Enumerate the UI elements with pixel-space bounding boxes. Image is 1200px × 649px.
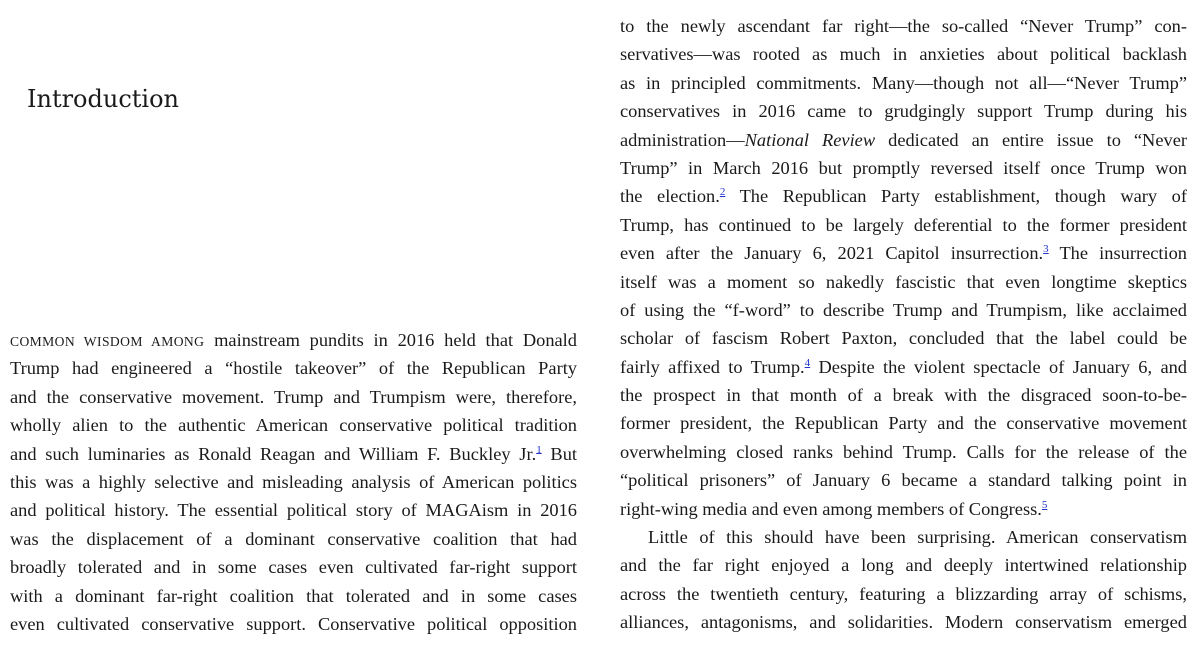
footnote-link-3[interactable]: 3 xyxy=(1043,243,1049,255)
text-line: even cultivated conservative support. Conservative political opposition xyxy=(10,613,577,634)
text-line xyxy=(620,495,1187,523)
text-line: wholly alien to the authentic American conservative political tradition xyxy=(10,415,577,436)
text-line: broadly tolerated and in some cases even cultivated far-right support xyxy=(10,557,577,578)
text-line: Trump” in March 2016 but promptly reversed itself once Trump won xyxy=(620,157,1187,178)
text-line: former president, the Republican Party and the conservative movement xyxy=(620,413,1187,434)
text-line-content: The Republican Party establishment, though wary of xyxy=(725,186,1187,207)
text-line: itself was a moment so nakedly fascistic that even longtime skeptics xyxy=(620,271,1187,292)
left-body-text xyxy=(10,326,577,638)
text-line xyxy=(620,182,1187,210)
footnote-link-4[interactable]: 4 xyxy=(804,356,811,369)
text-line: of using the “f-word” to describe Trump and Trumpism, like acclaimed xyxy=(620,299,1187,320)
text-line: servatives—was rooted as much in anxieties about political backlash xyxy=(620,44,1187,65)
text-line: this was a highly selective and misleading analysis of American politics xyxy=(10,471,577,492)
text-line-content: But xyxy=(541,443,578,464)
footnote-link-2[interactable]: 2 xyxy=(719,186,726,199)
text-line: scholar of fascism Robert Paxton, concluded that the label could be xyxy=(620,328,1187,349)
text-line-content: even after the January 6, 2021 Capitol insurrection. xyxy=(620,243,1044,264)
publication-title: National Review xyxy=(744,129,876,150)
chapter-title: Introduction xyxy=(27,85,179,113)
text-line-content: dedicated an entire issue to “Never xyxy=(875,129,1187,150)
text-line: overwhelming closed ranks behind Trump. Calls for the release of the xyxy=(620,441,1187,462)
text-line xyxy=(10,326,577,354)
opening-smallcaps: COMMON WISDOM AMONG xyxy=(10,334,205,349)
text-line: alliances, antagonisms, and solidarities. Modern conservatism emerged xyxy=(620,612,1187,633)
text-line: across the twentieth century, featuring a blizzarding array of schisms, xyxy=(620,583,1187,604)
text-line: the prospect in that month of a break with the disgraced soon-to-be- xyxy=(620,385,1187,406)
text-line-content: right-wing media and even among members of Congress. xyxy=(620,498,1042,519)
text-line xyxy=(620,126,1187,154)
paragraph-start-line: Little of this should have been surprising. American conservatism xyxy=(648,527,1187,548)
footnote-link-1[interactable]: 1 xyxy=(536,443,542,456)
text-line-content: Despite the violent spectacle of January 6, and xyxy=(810,356,1188,377)
right-body-text xyxy=(620,12,1187,637)
text-line: and political history. The essential political story of MAGAism in 2016 xyxy=(10,500,577,521)
text-line-content: administration— xyxy=(620,129,745,150)
text-line: and the far right enjoyed a long and deeply intertwined relationship xyxy=(620,555,1187,576)
text-line: to the newly ascendant far right—the so-called “Never Trump” con- xyxy=(620,16,1187,36)
right-page xyxy=(600,0,1200,649)
text-line: “political prisoners” of January 6 became a standard talking point in xyxy=(620,470,1187,491)
text-line-content: mainstream pundits in 2016 held that Donald xyxy=(214,330,577,350)
text-line-content: and such luminaries as Ronald Reagan and William F. Buckley Jr. xyxy=(10,443,537,464)
text-line xyxy=(620,239,1187,267)
text-line: Trump, has continued to be largely deferential to the former president xyxy=(620,214,1187,235)
text-line: with a dominant far-right coalition that tolerated and in some cases xyxy=(10,585,577,606)
text-line xyxy=(10,440,577,468)
text-line: conservatives in 2016 came to grudgingly support Trump during his xyxy=(620,101,1187,122)
footnote-link-5[interactable]: 5 xyxy=(1041,498,1048,511)
text-line: as in principled commitments. Many—though not all—“Never Trump” xyxy=(620,72,1187,93)
text-line-content: The insurrection xyxy=(1048,243,1188,264)
text-line: and the conservative movement. Trump and Trumpism were, therefore, xyxy=(10,386,577,407)
text-line: was the displacement of a dominant conservative coalition that had xyxy=(10,528,577,549)
text-line xyxy=(620,353,1187,381)
text-line-content: the election. xyxy=(620,186,720,207)
text-line: Trump had engineered a “hostile takeover” of the Republican Party xyxy=(10,358,577,379)
text-line-content: fairly affixed to Trump. xyxy=(620,356,805,377)
